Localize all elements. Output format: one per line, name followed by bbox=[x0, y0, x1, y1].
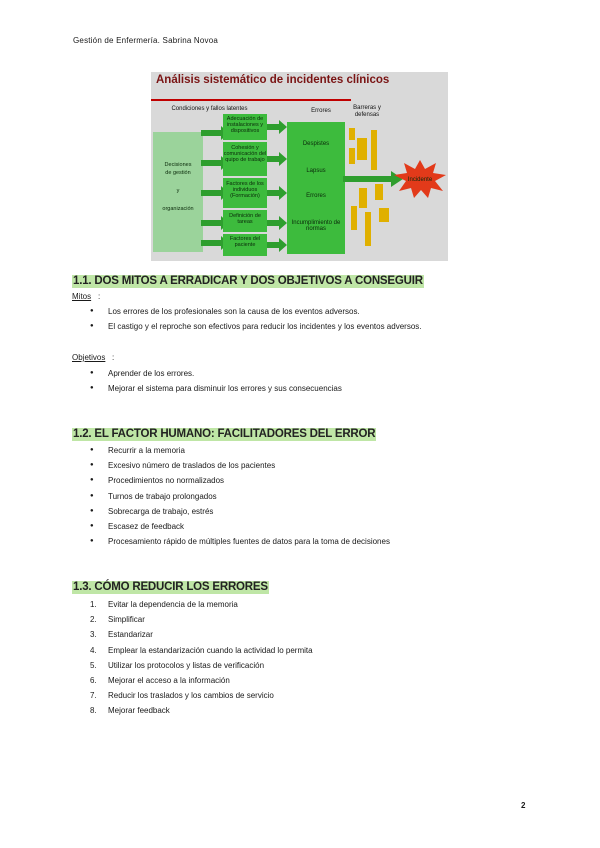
list-item: ● Escasez de feedback bbox=[90, 519, 390, 534]
list-item: 1. Evitar la dependencia de la memoria bbox=[90, 600, 238, 609]
list-item: ● Mejorar el sistema para disminuir los errores y sus consecuencias bbox=[90, 381, 342, 396]
list-item: 8. Mejorar feedback bbox=[90, 706, 170, 716]
list-item: 3. Estandarizar bbox=[90, 630, 153, 640]
barrier-bar bbox=[379, 208, 389, 222]
list-item: 6. Mejorar el acceso a la información bbox=[90, 675, 230, 685]
factor-text-2: Cohesión y comunicación del quipo de trabajo bbox=[223, 145, 267, 163]
list-item: ● Aprender de los errores. bbox=[90, 366, 342, 381]
list-item: 5. Utilizar los protocolos y listas de verificación bbox=[90, 660, 265, 670]
list-item: ● El castigo y el reproche son efectivos para reducir los incidentes y los eventos adversos. bbox=[90, 319, 422, 334]
error-text-2: Lapsus bbox=[306, 168, 326, 174]
list-item: ● Recurrir a la memoria bbox=[90, 443, 390, 458]
factor-text-3: Factores de los individuos (Formación) bbox=[226, 181, 264, 199]
decisiones-line-3: y bbox=[176, 188, 180, 194]
factor-text-4: Definición de tareas bbox=[229, 213, 261, 225]
mitos-label: Mitos bbox=[72, 292, 92, 301]
list-item: 7. Reducir los traslados y los cambios de servicio bbox=[90, 691, 274, 701]
page-number: 2 bbox=[521, 801, 526, 810]
factor-text-1: Adecuación de instalaciones y dispositivos bbox=[226, 116, 264, 134]
barrier-bar bbox=[359, 188, 367, 208]
barrier-bar bbox=[351, 206, 357, 230]
list-item: ● Turnos de trabajo prolongados bbox=[90, 489, 390, 504]
list-item: 2. Simplificar bbox=[90, 615, 145, 625]
figure-title-rule bbox=[151, 99, 351, 101]
col-barreras-label: Barreras y defensas bbox=[353, 105, 381, 118]
decisiones-line-4: organización bbox=[162, 206, 194, 212]
factor-text-5: Factores del paciente bbox=[229, 236, 261, 248]
objetivos-colon: : bbox=[112, 353, 115, 362]
col-errores-label: Errores bbox=[311, 108, 331, 114]
error-text-3: Errores bbox=[306, 193, 326, 199]
mitos-colon: : bbox=[98, 292, 101, 301]
barrier-bar bbox=[365, 212, 371, 246]
error-text-1: Despistes bbox=[302, 141, 330, 147]
barrier-bar bbox=[375, 184, 383, 200]
list-item: 4. Emplear la estandarización cuando la actividad lo permita bbox=[90, 645, 313, 655]
running-header: Gestión de Enfermería. Sabrina Novoa bbox=[73, 36, 219, 45]
list-item: ● Excesivo número de traslados de los pacientes bbox=[90, 458, 390, 473]
list-item: ● Procedimientos no normalizados bbox=[90, 473, 390, 488]
section-1-2-title: 1.2. EL FACTOR HUMANO: FACILITADORES DEL ERROR bbox=[73, 428, 376, 440]
barrier-bar bbox=[349, 128, 355, 140]
figure-title: Análisis sistemático de incidentes clínicos bbox=[156, 74, 390, 86]
decisiones-line-1: Decisiones bbox=[164, 162, 192, 168]
barrier-bar bbox=[357, 138, 367, 160]
barrier-bar bbox=[349, 148, 355, 164]
barrier-bar bbox=[371, 130, 377, 170]
section-1-3-title: 1.3. CÓMO REDUCIR LOS ERRORES bbox=[73, 581, 268, 593]
col-condiciones-label: Condiciones y fallos latentes bbox=[171, 106, 248, 112]
factor-humano-list bbox=[90, 443, 390, 549]
error-text-4: Incumplimiento de normas bbox=[291, 220, 341, 232]
list-item: ● Los errores de los profesionales son la causa de los eventos adversos. bbox=[90, 304, 422, 319]
mitos-list bbox=[90, 304, 422, 334]
incidente-label: Incidente bbox=[407, 177, 433, 183]
objetivos-list bbox=[90, 366, 342, 396]
incident-analysis-figure bbox=[151, 72, 448, 261]
objetivos-label: Objetivos bbox=[72, 353, 106, 362]
list-item: ● Procesamiento rápido de múltiples fuentes de datos para la toma de decisiones bbox=[90, 534, 390, 549]
factor-arrows bbox=[267, 112, 289, 257]
list-item: ● Sobrecarga de trabajo, estrés bbox=[90, 504, 390, 519]
decisiones-line-2: de gestión bbox=[165, 170, 191, 176]
section-1-1-title: 1.1. DOS MITOS A ERRADICAR Y DOS OBJETIVOS A CONSEGUIR bbox=[73, 275, 423, 287]
reducir-errores-list bbox=[90, 597, 313, 719]
